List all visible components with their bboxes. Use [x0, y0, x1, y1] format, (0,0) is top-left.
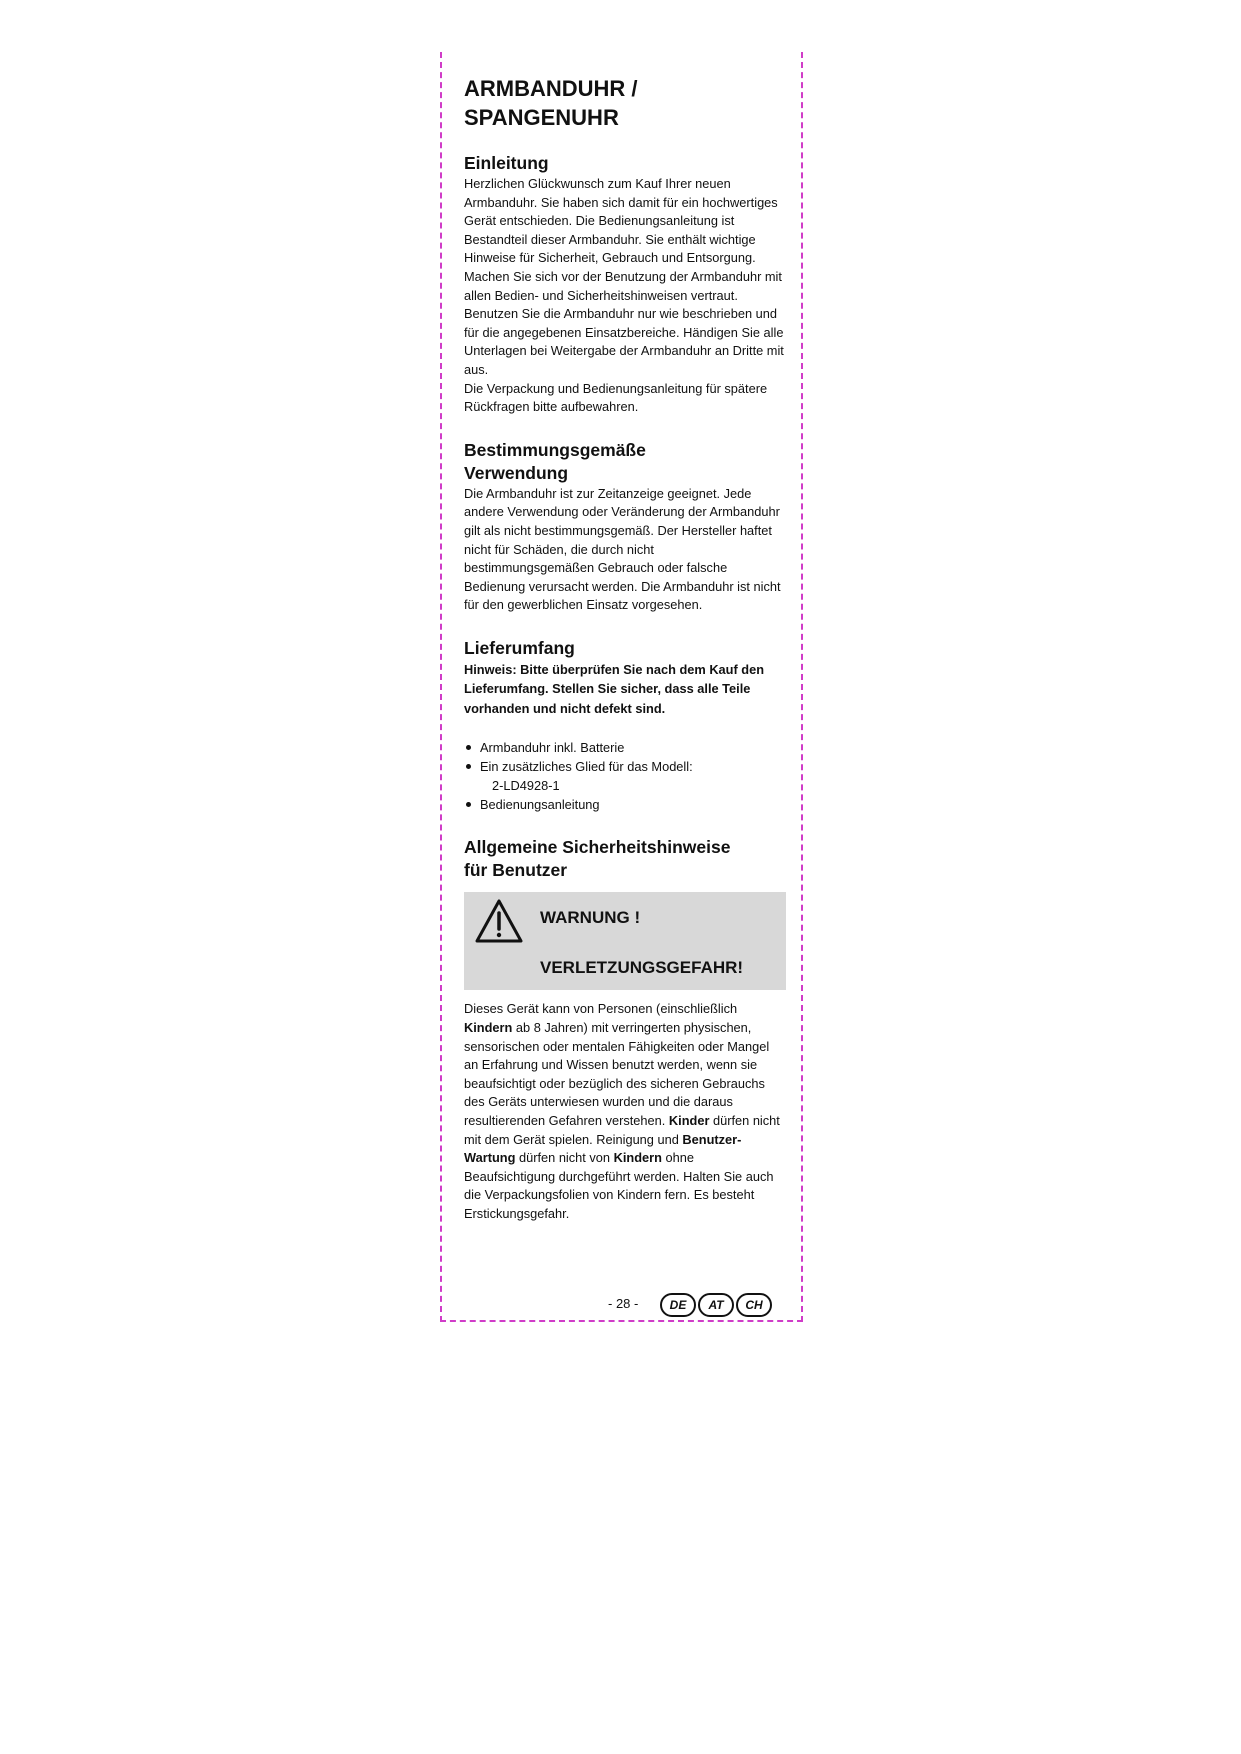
- warning-box: [464, 892, 786, 990]
- country-badge-de: DE: [660, 1293, 696, 1317]
- title-line-2: SPANGENUHR: [464, 105, 619, 130]
- title-line-1: ARMBANDUHR /: [464, 76, 638, 101]
- section-safety: [464, 836, 786, 1223]
- intended-use-paragraph: Die Armbanduhr ist zur Zeitanzeige geeignet. Jede andere Verwendung oder Veränderung der Armbanduhr gilt als nicht bestimmungsgemäß. Der Hersteller haftet nicht für Schäden, die durch nicht bestimmungsgemäßen Gebrauch oder falsche Bedienung verursacht werden. Die Armbanduhr ist nicht für den gewerblichen Einsatz vorgesehen.: [464, 485, 781, 613]
- section-heading: Lieferumfang: [464, 637, 575, 658]
- country-badge-at: AT: [698, 1293, 734, 1317]
- text-run: ab 8 Jahren) mit verringerten physischen, sensorischen oder mentalen Fähigkeiten oder Mangel an Erfahrung und Wissen benutzt werden, wenn sie beaufsichtigt oder bezüglich des sicheren Gebrauchs des Geräts unterwiesen wurden und die daraus resultierenden Gefahren verstehen.: [464, 1019, 770, 1128]
- item-text: Bedienungsanleitung: [480, 797, 600, 813]
- list-item: [464, 795, 786, 814]
- heading-line-1: Allgemeine Sicherheitshinweise: [464, 837, 731, 858]
- document-content: [464, 74, 786, 1246]
- bold-run: Benutzer-Wartung: [464, 1131, 742, 1166]
- text-run: ohne Beaufsichtigung durchgeführt werden. Halten Sie auch die Verpackungsfolien von Kindern fern. Es besteht Erstickungsgefahr.: [464, 1150, 774, 1221]
- section-heading: Einleitung: [464, 153, 549, 173]
- intro-paragraph-1: Herzlichen Glückwunsch zum Kauf Ihrer neuen Armbanduhr. Sie haben sich damit für ein hochwertiges Gerät entschieden. Die Bedienungsanleitung ist Bestandteil dieser Armbanduhr. Sie enthält wichtige Hinweise für Sicherheit, Gebrauch und Entsorgung. Machen Sie sich vor der Benutzung der Armbanduhr mit allen Bedien- und Sicherheitshinweisen vertraut. Benutzen Sie die Armbanduhr nur wie beschrieben und für die angegebenen Einsatzbereiche. Händigen Sie alle Unterlagen bei Weitergabe der Armbanduhr an Dritte mit aus.: [464, 176, 784, 377]
- intro-paragraph-2: Die Verpackung und Bedienungsanleitung für spätere Rückfragen bitte aufbewahren.: [464, 380, 768, 415]
- warning-title: WARNUNG !: [540, 908, 641, 928]
- section-scope: [464, 637, 786, 815]
- safety-paragraph: [464, 1000, 786, 1223]
- text-run: Dieses Gerät kann von Personen (einschließlich: [464, 1001, 738, 1017]
- heading-line-2: Verwendung: [464, 462, 569, 483]
- page-title: [464, 74, 786, 132]
- section-heading: [464, 439, 786, 485]
- bold-run: Kindern: [613, 1150, 662, 1166]
- scope-list: [464, 738, 786, 814]
- country-badge-ch: CH: [736, 1293, 772, 1317]
- section-intro: [464, 152, 786, 417]
- heading-line-2: für Benutzer: [464, 860, 568, 881]
- section-heading: [464, 836, 786, 882]
- item-text: Ein zusätzliches Glied für das Modell:: [480, 759, 693, 775]
- page-number: - 28 -: [608, 1296, 639, 1311]
- model-number: 2-LD4928-1: [492, 778, 560, 794]
- heading-line-1: Bestimmungsgemäße: [464, 439, 646, 460]
- item-text: Armbanduhr inkl. Batterie: [480, 740, 625, 756]
- list-item: [464, 757, 786, 795]
- warning-subtitle: VERLETZUNGSGEFAHR!: [540, 958, 744, 978]
- section-intended-use: [464, 439, 786, 615]
- page-footer: [598, 1293, 798, 1317]
- scope-note: Hinweis: Bitte überprüfen Sie nach dem Kauf den Lieferumfang. Stellen Sie sicher, dass alle Teile vorhanden und nicht defekt sind.: [464, 661, 765, 716]
- bold-run: Kindern: [464, 1019, 513, 1035]
- bold-run: Kinder: [668, 1112, 710, 1128]
- warning-triangle-icon: [474, 898, 524, 944]
- text-run: dürfen nicht mit dem Gerät spielen. Reinigung und: [464, 1112, 780, 1147]
- list-item: [464, 738, 786, 757]
- text-run: dürfen nicht von: [515, 1150, 614, 1166]
